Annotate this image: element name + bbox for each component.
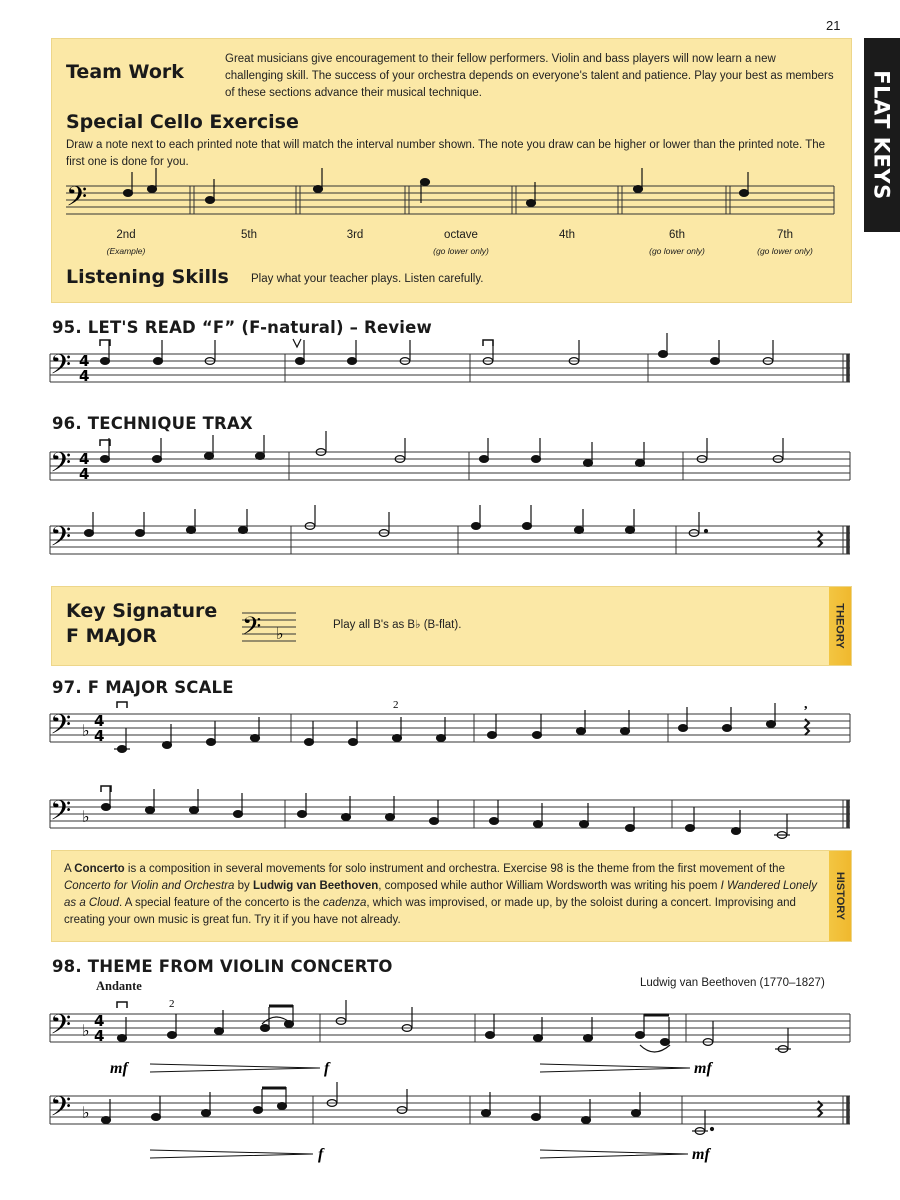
fingering-number: 2: [393, 699, 399, 711]
dynamic-f: f: [318, 1146, 324, 1163]
bass-clef-icon: 𝄢: [50, 708, 72, 747]
dynamic-f: f: [324, 1060, 330, 1077]
key-signature-subtitle: F MAJOR: [66, 625, 158, 647]
bass-clef-icon: 𝄢: [50, 520, 72, 559]
history-text-part: is a composition in several movements for solo instrument and orchestra. Exercise 98 is the theme from the first movement of the: [124, 863, 785, 875]
bass-clef-icon: 𝄢: [50, 446, 72, 485]
listening-skills-title: Listening Skills: [66, 266, 229, 288]
cello-exercise-staff: [66, 168, 834, 219]
time-signature: 4: [79, 450, 90, 468]
flat-icon: ♭: [82, 1103, 90, 1122]
tempo-marking: Andante: [96, 979, 142, 993]
breath-mark: ,: [804, 697, 808, 712]
team-work-text: Great musicians give encouragement to their fellow performers. Violin and bass players will now learn a new challenging skill. The success of your orchestra depends on everyone's talent and patience. Play your best as members of these sections advance their musical technique.: [225, 53, 834, 99]
down-bow-icon: [117, 1002, 127, 1008]
interval-label: octave: [444, 229, 478, 241]
listening-skills-text: Play what your teacher plays. Listen carefully.: [251, 273, 484, 285]
history-text-part: . A special feature of the concerto is the: [118, 897, 323, 909]
exercise-98-title: 98. THEME FROM VIOLIN CONCERTO: [52, 957, 393, 976]
history-composer: Ludwig van Beethoven: [253, 880, 379, 892]
team-work-title: Team Work: [66, 61, 184, 83]
exercise-97-staff-1: [50, 697, 850, 752]
down-bow-icon: [117, 702, 127, 708]
exercise-97-title: 97. F MAJOR SCALE: [52, 678, 234, 697]
time-signature: 4: [94, 1012, 105, 1030]
history-term-concerto: Concerto: [74, 863, 125, 875]
bass-clef-icon: 𝄢: [66, 180, 88, 219]
history-work-title: Concerto for Violin and Orchestra: [64, 880, 235, 892]
exercise-98-staff-1: [50, 998, 850, 1077]
time-signature: 4: [94, 727, 105, 745]
dynamic-mf: mf: [694, 1060, 712, 1077]
exercise-96-staff-1: [50, 431, 850, 485]
interval-sub: (go lower only): [649, 246, 705, 256]
bass-clef-icon: 𝄢: [50, 794, 72, 833]
interval-sub: (go lower only): [757, 246, 813, 256]
theory-label-text: THEORY: [834, 603, 846, 649]
key-signature-text: Play all B's as B♭ (B-flat).: [333, 619, 462, 631]
flat-icon: ♭: [82, 807, 90, 826]
composer-credit: Ludwig van Beethoven (1770–1827): [640, 977, 825, 989]
slur: [640, 1045, 670, 1052]
history-text-part: by: [234, 880, 254, 892]
history-term-cadenza: cadenza: [322, 897, 367, 909]
flat-keys-tab-label: FLAT KEYS: [870, 70, 894, 200]
time-signature: 4: [79, 367, 90, 385]
exercise-95-staff: [50, 333, 850, 387]
interval-label: 4th: [559, 229, 575, 241]
interval-label: 2nd: [116, 229, 136, 241]
bass-clef-icon: 𝄢: [50, 1008, 72, 1047]
exercise-98-staff-2: [50, 1082, 850, 1163]
bass-clef-icon: 𝄢: [50, 348, 72, 387]
exercise-95-title: 95. LET'S READ “F” (F-natural) – Review: [52, 318, 433, 337]
key-signature-title: Key Signature: [66, 600, 218, 622]
exercise-96-title: 96. TECHNIQUE TRAX: [52, 414, 253, 433]
flat-icon: ♭: [82, 1021, 90, 1040]
diminuendo-hairpin: [540, 1150, 688, 1158]
bass-clef-icon: 𝄢: [242, 612, 262, 647]
down-bow-icon: [483, 340, 493, 346]
history-text-part: A: [64, 863, 75, 875]
interval-label: 7th: [777, 229, 793, 241]
up-bow-icon: [293, 339, 301, 347]
bass-clef-icon: 𝄢: [50, 1090, 72, 1129]
interval-sub: (go lower only): [433, 246, 489, 256]
dynamic-mf: mf: [110, 1060, 128, 1077]
dynamic-mf: mf: [692, 1146, 710, 1163]
diminuendo-hairpin: [540, 1064, 690, 1072]
page-number: 21: [826, 18, 841, 33]
time-signature: 4: [94, 712, 105, 730]
time-signature: 4: [79, 352, 90, 370]
exercise-96-staff-2: [50, 505, 850, 559]
crescendo-hairpin: [150, 1064, 320, 1072]
time-signature: 4: [79, 465, 90, 483]
history-text-part: , which was improvised, or made up, by the soloist during a concert. Improvising and creating your own music is great fun. Try it if you have not already.: [64, 897, 796, 926]
flat-icon: ♭: [82, 721, 90, 740]
history-label-text: HISTORY: [834, 871, 847, 921]
exercise-97-staff-2: [50, 786, 850, 838]
history-text-part: , composed while author William Wordsworth was writing his poem: [378, 880, 721, 892]
fingering-number: 2: [169, 998, 175, 1010]
cello-exercise-text: Draw a note next to each printed note that will match the interval number shown. The note you draw can be higher or lower than the printed note. The first one is done for you.: [66, 139, 826, 168]
crescendo-hairpin: [150, 1150, 313, 1158]
history-poem-title: I Wandered Lonely as a Cloud: [64, 880, 817, 909]
time-signature: 4: [94, 1027, 105, 1045]
interval-label: 3rd: [346, 229, 364, 241]
interval-label: 6th: [669, 229, 685, 241]
flat-icon: ♭: [276, 624, 284, 643]
interval-sub: (Example): [106, 246, 146, 256]
interval-label: 5th: [241, 229, 257, 241]
cello-exercise-title: Special Cello Exercise: [66, 111, 299, 133]
